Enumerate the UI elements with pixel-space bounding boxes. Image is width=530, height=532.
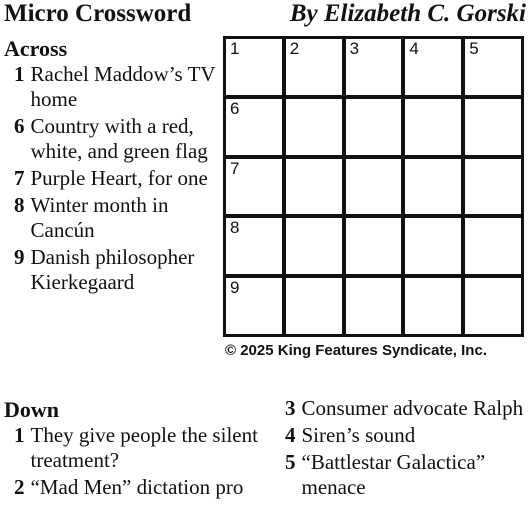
grid-cell[interactable] — [346, 39, 402, 95]
down-heading: Down — [4, 397, 60, 422]
grid-cell[interactable] — [346, 159, 402, 215]
across-clue[interactable] — [4, 193, 216, 243]
grid-cell[interactable] — [465, 218, 521, 274]
grid-cell[interactable] — [405, 278, 461, 334]
clue-text: “Battlestar Galactica” menace — [301, 450, 486, 499]
clue-number: 9 — [14, 245, 25, 269]
clue-text: Country with a red, white, and green flag — [30, 114, 208, 163]
clue-text: “Mad Men” dictation pro — [30, 475, 244, 499]
clue-number: 1 — [14, 62, 25, 86]
grid-cell[interactable] — [465, 99, 521, 155]
grid-cell[interactable] — [346, 278, 402, 334]
across-clue[interactable] — [4, 62, 216, 112]
down-clue[interactable] — [4, 423, 274, 473]
cell-number: 9 — [230, 278, 240, 298]
cell-number: 1 — [230, 39, 240, 58]
across-clue[interactable] — [4, 245, 216, 295]
crossword-grid — [223, 36, 524, 337]
across-clue[interactable] — [4, 114, 216, 164]
grid-cell[interactable] — [226, 39, 282, 95]
author-byline: By Elizabeth C. Gorski — [289, 0, 526, 27]
clue-number: 6 — [14, 114, 25, 138]
clue-text: They give people the silent treatment? — [30, 423, 258, 472]
across-heading: Across — [4, 36, 68, 61]
cell-number: 7 — [230, 158, 240, 178]
down-clue[interactable] — [285, 396, 530, 421]
down-clue[interactable] — [285, 450, 530, 500]
clue-number: 8 — [14, 193, 25, 217]
grid-cell[interactable] — [405, 39, 461, 95]
grid-cell[interactable] — [226, 159, 282, 215]
grid-cell[interactable] — [405, 218, 461, 274]
cell-number: 2 — [289, 39, 300, 58]
grid-cell[interactable] — [286, 159, 342, 215]
grid-cell[interactable] — [465, 39, 521, 95]
cell-number: 5 — [469, 39, 479, 58]
grid-cell[interactable] — [226, 278, 282, 334]
down-clues-column-1 — [4, 397, 274, 502]
across-clue[interactable] — [4, 166, 216, 191]
clue-number: 4 — [285, 423, 296, 447]
clue-text: Danish philosopher Kierkegaard — [30, 245, 195, 294]
puzzle-title: Micro Crossword — [4, 0, 192, 27]
copyright-notice: © 2025 King Features Syndicate, Inc. — [225, 342, 487, 359]
cell-number: 3 — [349, 39, 360, 58]
grid-cell[interactable] — [286, 99, 342, 155]
grid-cell[interactable] — [226, 218, 282, 274]
across-clues — [4, 36, 216, 297]
clue-text: Siren’s sound — [301, 423, 416, 447]
grid-cell[interactable] — [405, 159, 461, 215]
cell-number: 4 — [409, 39, 419, 58]
grid-cell[interactable] — [465, 159, 521, 215]
cell-number: 8 — [230, 218, 240, 238]
clue-number: 1 — [14, 423, 25, 447]
grid-cell[interactable] — [346, 99, 402, 155]
clue-number: 3 — [285, 396, 296, 420]
clue-text: Consumer advocate Ralph — [301, 396, 524, 420]
down-clue[interactable] — [4, 475, 274, 500]
grid-cell[interactable] — [226, 99, 282, 155]
grid-cell[interactable] — [286, 278, 342, 334]
clue-number: 5 — [285, 450, 296, 474]
clue-number: 2 — [14, 475, 25, 499]
grid-cell[interactable] — [286, 218, 342, 274]
down-clues-column-2 — [285, 396, 530, 502]
clue-text: Purple Heart, for one — [30, 166, 208, 190]
clue-text: Winter month in Cancún — [30, 193, 169, 242]
grid-cell[interactable] — [465, 278, 521, 334]
clue-text: Rachel Maddow’s TV home — [30, 62, 216, 111]
clue-number: 7 — [14, 166, 25, 190]
grid-cell[interactable] — [346, 218, 402, 274]
down-clue[interactable] — [285, 423, 530, 448]
grid-cell[interactable] — [405, 99, 461, 155]
cell-number: 6 — [230, 98, 240, 118]
grid-cell[interactable] — [286, 39, 342, 95]
